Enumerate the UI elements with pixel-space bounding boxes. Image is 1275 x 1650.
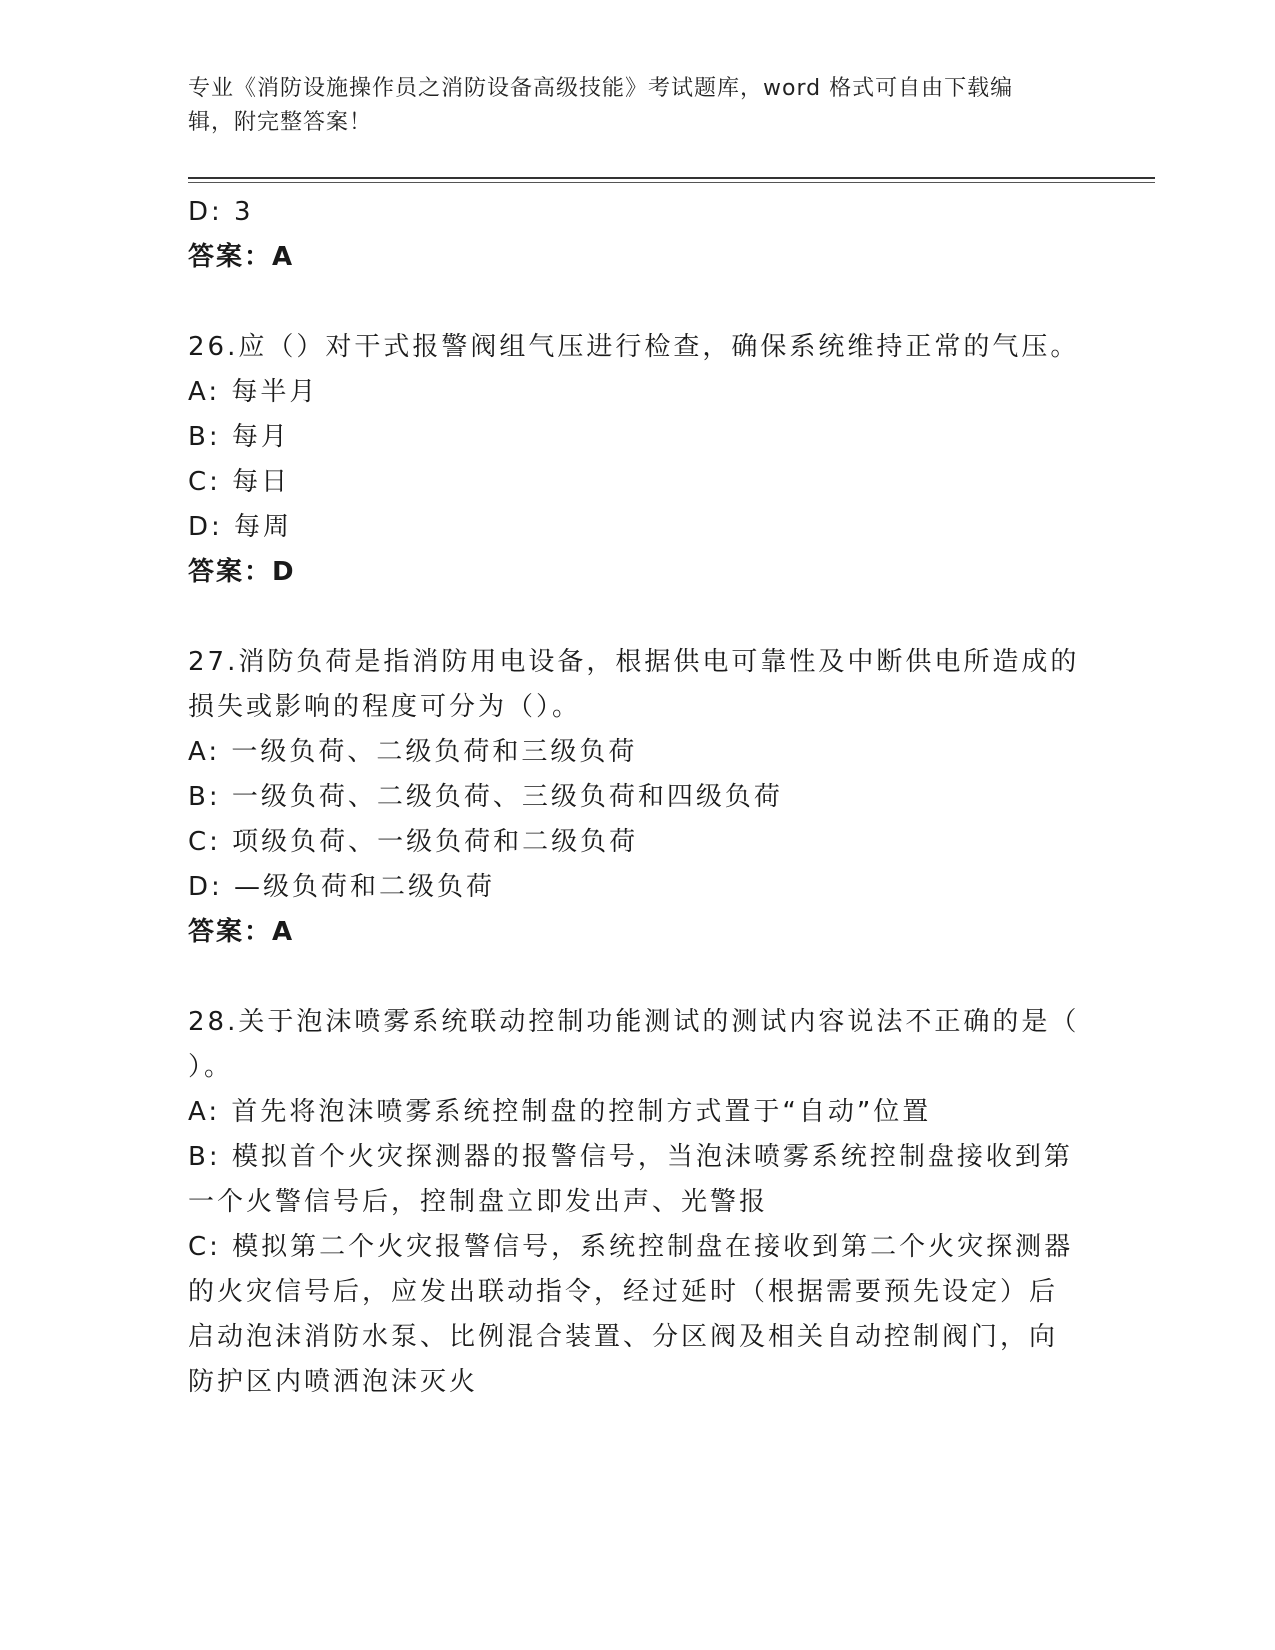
- option-c: C: 项级负荷、一级负荷和二级负荷: [188, 827, 639, 857]
- question-stem: 28.关于泡沫喷雾系统联动控制功能测试的测试内容说法不正确的是（: [188, 1007, 1080, 1037]
- option-c-cont: 启动泡沫消防水泵、比例混合装置、分区阀及相关自动控制阀门，向: [188, 1322, 1059, 1352]
- option-d: D: —级负荷和二级负荷: [188, 872, 496, 902]
- question-list: [188, 190, 1088, 1405]
- question-stem-cont: ）。: [188, 1052, 234, 1082]
- question-stem: 27.消防负荷是指消防用电设备，根据供电可靠性及中断供电所造成的: [188, 647, 1080, 677]
- option-c: C: 模拟第二个火灾报警信号，系统控制盘在接收到第二个火灾探测器: [188, 1232, 1074, 1262]
- prev-answer: 答案：A: [188, 242, 295, 272]
- answer: 答案：D: [188, 557, 296, 587]
- document-header: [188, 72, 1088, 140]
- option-a: A: 首先将泡沫喷雾系统控制盘的控制方式置于“自动”位置: [188, 1097, 932, 1127]
- option-b: B: 每月: [188, 422, 290, 452]
- header-divider-thick: [188, 177, 1155, 179]
- option-d: D: 每周: [188, 512, 293, 542]
- header-line-2: 辑，附完整答案！: [188, 110, 373, 135]
- question-stem-cont: 损失或影响的程度可分为（）。: [188, 692, 582, 722]
- option-b: B: 模拟首个火灾探测器的报警信号，当泡沫喷雾系统控制盘接收到第: [188, 1142, 1073, 1172]
- question-27: [188, 640, 1088, 955]
- spacer: [188, 280, 1088, 325]
- question-26: [188, 325, 1088, 595]
- prev-option-d: D: 3: [188, 197, 254, 227]
- option-c-cont: 防护区内喷洒泡沫灭火: [188, 1367, 479, 1397]
- spacer: [188, 595, 1088, 640]
- option-c-cont: 的火灾信号后，应发出联动指令，经过延时（根据需要预先设定）后: [188, 1277, 1059, 1307]
- option-a: A: 每半月: [188, 377, 319, 407]
- header-line-1: 专业《消防设施操作员之消防设备高级技能》考试题库，word 格式可自由下载编: [188, 76, 1014, 101]
- option-c: C: 每日: [188, 467, 291, 497]
- question-28: [188, 1000, 1088, 1405]
- option-b-cont: 一个火警信号后，控制盘立即发出声、光警报: [188, 1187, 769, 1217]
- header-divider-thin: [188, 182, 1155, 183]
- question-stem: 26.应（）对干式报警阀组气压进行检查，确保系统维持正常的气压。: [188, 332, 1080, 362]
- option-a: A: 一级负荷、二级负荷和三级负荷: [188, 737, 638, 767]
- spacer: [188, 955, 1088, 1000]
- answer: 答案：A: [188, 917, 295, 947]
- option-b: B: 一级负荷、二级负荷、三级负荷和四级负荷: [188, 782, 783, 812]
